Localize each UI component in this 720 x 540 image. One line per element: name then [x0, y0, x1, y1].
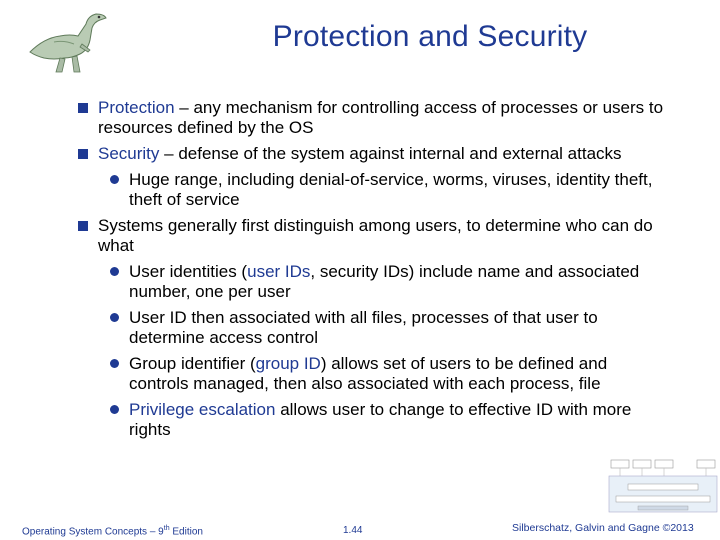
subbullet-huge-range — [0, 170, 669, 210]
dinosaur-logo-icon — [24, 6, 116, 76]
bullet-text: User ID then associated with all files, processes of that user to determine access control — [129, 308, 598, 347]
diagram-thumbnail-icon — [608, 458, 718, 516]
term-user-ids: user IDs — [247, 262, 311, 281]
term-protection: Protection — [98, 98, 175, 117]
subbullet-user-id-access — [0, 308, 669, 348]
bullet-text: – any mechanism for controlling access of processes or users to resources defined by the OS — [98, 98, 664, 137]
slide-title: Protection and Security — [272, 20, 588, 53]
round-bullet-icon — [110, 175, 119, 184]
footer-page-number: 1.44 — [343, 525, 363, 536]
bullet-text-pre: User identities ( — [129, 262, 248, 281]
bullet-text: ) allows set of users to be defined and controls managed, then also associated with each process, file — [129, 354, 608, 393]
bullet-text: allows user to change to effective ID with more rights — [129, 400, 632, 439]
bullet-text: Systems generally first distinguish among users, to determine who can do what — [98, 216, 653, 255]
round-bullet-icon — [110, 359, 119, 368]
bullet-distinguish-users — [0, 216, 668, 256]
square-bullet-icon — [78, 103, 88, 113]
bullet-text-pre: Group identifier ( — [129, 354, 256, 373]
round-bullet-icon — [110, 405, 119, 414]
footer-authors: Silberschatz, Galvin and Gagne ©2013 — [512, 522, 694, 534]
bullet-text: – defense of the system against internal and external attacks — [159, 144, 622, 163]
subbullet-user-ids — [0, 262, 669, 302]
round-bullet-icon — [110, 313, 119, 322]
footer-book-title: Operating System Concepts – 9th Edition — [22, 525, 203, 538]
bullet-protection — [0, 98, 668, 138]
bullet-text: Huge range, including denial-of-service, worms, viruses, identity theft, theft of service — [129, 170, 653, 209]
subbullet-group-id — [0, 354, 669, 394]
round-bullet-icon — [110, 267, 119, 276]
square-bullet-icon — [78, 221, 88, 231]
term-group-id: group ID — [255, 354, 321, 373]
square-bullet-icon — [78, 149, 88, 159]
bullet-text: , security IDs) include name and associated number, one per user — [129, 262, 640, 301]
bullet-security — [0, 144, 668, 164]
term-privilege-escalation: Privilege escalation — [129, 400, 276, 419]
bullet-list — [0, 98, 720, 446]
subbullet-privilege-escalation — [0, 400, 669, 440]
term-security: Security — [98, 144, 160, 163]
